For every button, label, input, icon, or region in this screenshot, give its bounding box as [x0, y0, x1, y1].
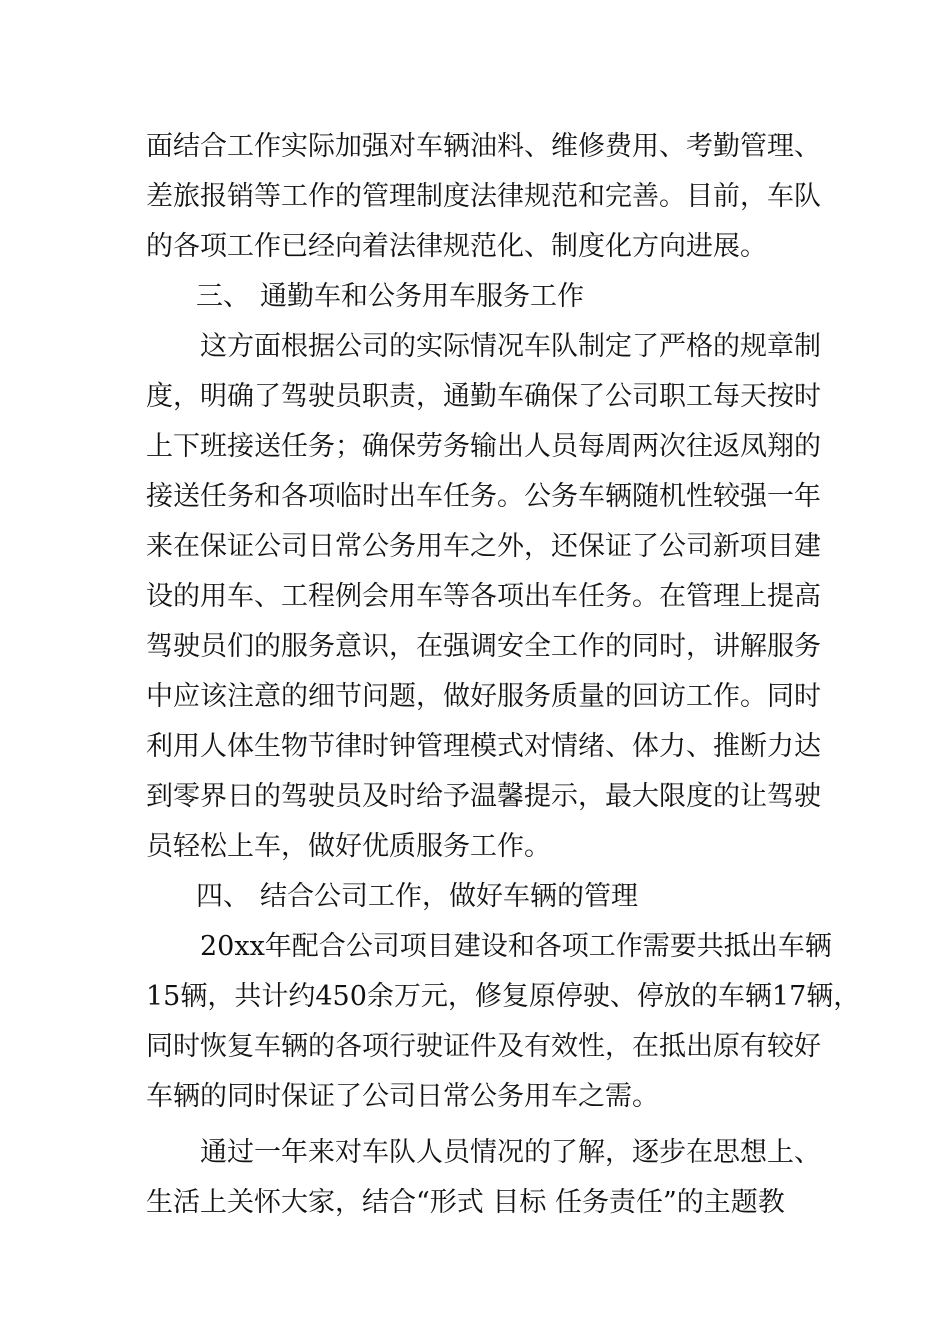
- body-line: 差旅报销等工作的管理制度法律规范和完善。目前，车队: [146, 181, 821, 212]
- body-line: 接送任务和各项临时出车任务。公务车辆随机性较强一年: [146, 481, 821, 512]
- section-heading-3: [146, 272, 816, 322]
- body-line: 员轻松上车，做好优质服务工作。: [146, 831, 551, 862]
- body-line: 来在保证公司日常公务用车之外，还保证了公司新项目建: [146, 531, 821, 562]
- body-line: 利用人体生物节律时钟管理模式对情绪、体力、推断力达: [146, 731, 821, 762]
- paragraph-first-line: 20xx年配合公司项目建设和各项工作需要共抵出车辆: [200, 931, 832, 962]
- body-line: 同时恢复车辆的各项行驶证件及有效性，在抵出原有较好: [146, 1031, 821, 1062]
- body-line: 面结合工作实际加强对车辆油料、维修费用、考勤管理、: [146, 131, 821, 162]
- body-line: 上下班接送任务；确保劳务输出人员每周两次往返凤翔的: [146, 431, 821, 462]
- body-line: 设的用车、工程例会用车等各项出车任务。在管理上提高: [146, 581, 821, 612]
- body-line: 车辆的同时保证了公司日常公务用车之需。: [146, 1081, 659, 1112]
- body-line: 生活上关怀大家，结合“形式 目标 任务责任”的主题教: [146, 1187, 785, 1218]
- paragraph-first-line: 通过一年来对车队人员情况的了解，逐步在思想上、: [200, 1137, 821, 1168]
- section-title: 结合公司工作，做好车辆的管理: [260, 881, 638, 912]
- body-line: 驾驶员们的服务意识，在强调安全工作的同时，讲解服务: [146, 631, 821, 662]
- paragraph-first-line: 这方面根据公司的实际情况车队制定了严格的规章制: [200, 331, 821, 362]
- document-body: [146, 122, 861, 1228]
- body-line: 15辆，共计约450余万元，修复原停驶、停放的车辆17辆，: [146, 981, 861, 1012]
- body-line: 中应该注意的细节问题，做好服务质量的回访工作。同时: [146, 681, 821, 712]
- section-heading-4: [146, 872, 816, 922]
- body-line: 度，明确了驾驶员职责，通勤车确保了公司职工每天按时: [146, 381, 821, 412]
- section-number: 三、: [196, 281, 250, 312]
- body-line: 到零界日的驾驶员及时给予温馨提示，最大限度的让驾驶: [146, 781, 821, 812]
- section-number: 四、: [196, 881, 250, 912]
- body-line: 的各项工作已经向着法律规范化、制度化方向进展。: [146, 231, 767, 262]
- section-title: 通勤车和公务用车服务工作: [260, 281, 584, 312]
